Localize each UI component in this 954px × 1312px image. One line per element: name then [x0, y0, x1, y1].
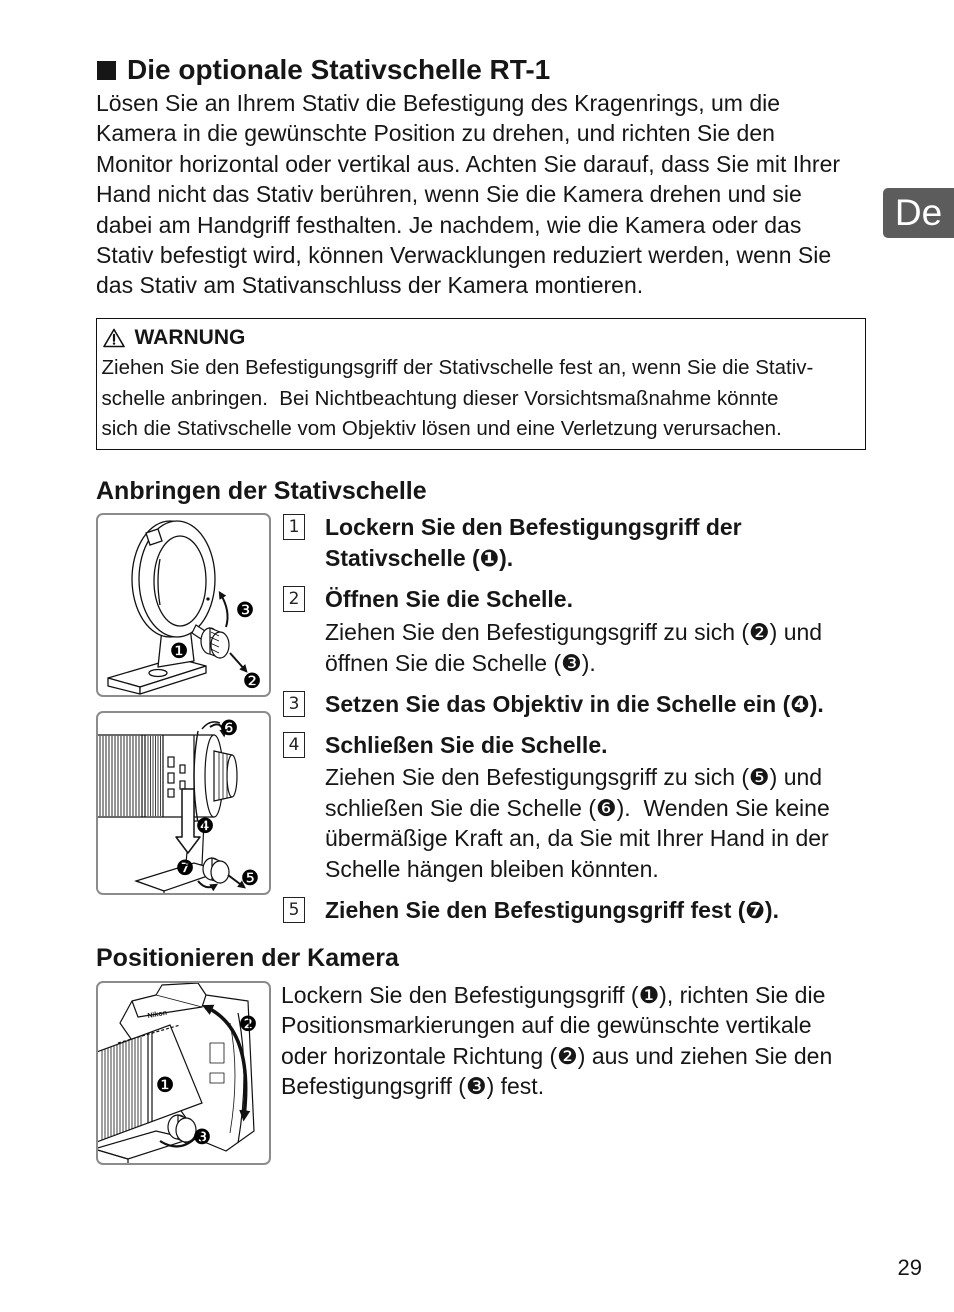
collar-drawing: [98, 515, 269, 695]
paragraph-line: Lockern Sie den Befestigungsgriff (❶), richten Sie die: [281, 982, 826, 1008]
step-body-line: schließen Sie die Schelle (❻). Wenden Sie keine: [325, 794, 830, 821]
callout-1: ❶: [169, 639, 189, 663]
position-paragraph: [281, 980, 853, 1102]
paragraph-line: Lösen Sie an Ihrem Stativ die Befestigung des Kragenrings, um die: [96, 90, 781, 116]
tighten-arrow: [198, 881, 216, 887]
callout-6: ❻: [219, 716, 239, 740]
lens-drawing: [98, 713, 269, 893]
paragraph-line: Hand nicht das Stativ berühren, wenn Sie die Kamera drehen und sie: [96, 181, 802, 208]
callout-7: ❼: [175, 856, 195, 880]
step-number: 4: [283, 732, 305, 758]
step-title-line: Ziehen Sie den Befestigungsgriff fest (❼).: [325, 897, 779, 923]
warning-text: [102, 353, 860, 445]
square-bullet-icon: [97, 61, 116, 80]
tripod-foot: [108, 627, 206, 694]
warning-box: [96, 318, 866, 450]
warning-line: sich die Stativschelle vom Objektiv lösen und eine Verletzung verursachen.: [101, 417, 782, 440]
camera-illustration: [96, 981, 271, 1165]
step-title-line: Setzen Sie das Objektiv in die Schelle ein (❹).: [325, 691, 824, 717]
step-body-line: Ziehen Sie den Befestigungsgriff zu sich (❷) und: [325, 619, 823, 645]
intro-paragraph: [96, 88, 858, 301]
callout-4: ❹: [195, 814, 215, 838]
callout-5: ❺: [240, 866, 260, 890]
locking-knob: [192, 625, 229, 658]
step-body-line: Schelle hängen bleiben könnten.: [325, 855, 659, 882]
camera-logo: Nikon: [147, 1009, 168, 1020]
callout-1: ❶: [155, 1073, 175, 1097]
step-title-line: Stativschelle (❶).: [325, 544, 514, 571]
step-number: 5: [283, 897, 305, 923]
warning-line: schelle anbringen. Bei Nichtbeachtung dieser Vorsichtsmaßnahme könnte: [101, 386, 779, 410]
step-number: 3: [283, 691, 305, 717]
paragraph-line: Befestigungsgriff (❸) fest.: [281, 1073, 545, 1100]
paragraph-line: das Stativ am Stativanschluss der Kamera montieren.: [96, 272, 644, 299]
callout-2: ❷: [242, 669, 262, 693]
step-2-body: [325, 617, 855, 678]
paragraph-line: Monitor horizontal oder vertikal aus. Achten Sie darauf, dass Sie mit Ihrer: [96, 150, 841, 177]
camera-drawing: [98, 983, 269, 1163]
lens-illustration: [96, 711, 271, 895]
step-title-line: Lockern Sie den Befestigungsgriff der: [325, 514, 742, 540]
step-5-text: [325, 895, 855, 926]
page-number: 29: [897, 1255, 922, 1280]
paragraph-line: oder horizontale Richtung (❷) aus und ziehen Sie den: [281, 1042, 833, 1069]
attach-heading: Anbringen der Stativschelle: [96, 477, 427, 505]
step-2-title: [325, 584, 855, 615]
warning-line: Ziehen Sie den Befestigungsgriff der Stativschelle fest an, wenn Sie die Stativ-: [101, 356, 814, 379]
section-title: Die optionale Stativschelle RT-1: [127, 54, 551, 85]
warning-triangle-icon: [103, 328, 125, 348]
callout-3: ❸: [235, 598, 255, 622]
step-4-body: [325, 762, 855, 884]
step-3-text: [325, 689, 855, 720]
language-tab: De: [883, 188, 954, 238]
paragraph-line: dabei am Handgriff festhalten. Je nachdem, wie die Kamera oder das: [96, 211, 802, 238]
paragraph-line: Positionsmarkierungen auf die gewünschte vertikale: [281, 1012, 812, 1039]
callout-2: ❷: [238, 1012, 258, 1036]
paragraph-line: Stativ befestigt wird, können Verwacklungen reduziert werden, wenn Sie: [96, 242, 832, 269]
step-title-line: Öffnen Sie die Schelle.: [325, 586, 573, 612]
step-4-title: [325, 730, 855, 761]
step-title-line: Schließen Sie die Schelle.: [325, 732, 608, 758]
paragraph-line: Kamera in die gewünschte Position zu drehen, und richten Sie den: [96, 120, 775, 147]
lens-barrel: [98, 735, 237, 817]
step-1-text: [325, 512, 855, 573]
collar-ring: [132, 521, 215, 637]
step-body-line: Ziehen Sie den Befestigungsgriff zu sich (❺) und: [325, 764, 823, 790]
step-number: 1: [283, 514, 305, 540]
callout-3: ❸: [192, 1125, 212, 1149]
step-body-line: übermäßige Kraft an, da Sie mit Ihrer Hand in der: [325, 825, 829, 851]
step-number: 2: [283, 586, 305, 612]
position-heading: Positionieren der Kamera: [96, 944, 399, 972]
open-arrow: [220, 593, 228, 627]
collar-illustration: [96, 513, 271, 697]
step-body-line: öffnen Sie die Schelle (❸).: [325, 649, 596, 676]
warning-title: WARNUNG: [134, 325, 246, 349]
